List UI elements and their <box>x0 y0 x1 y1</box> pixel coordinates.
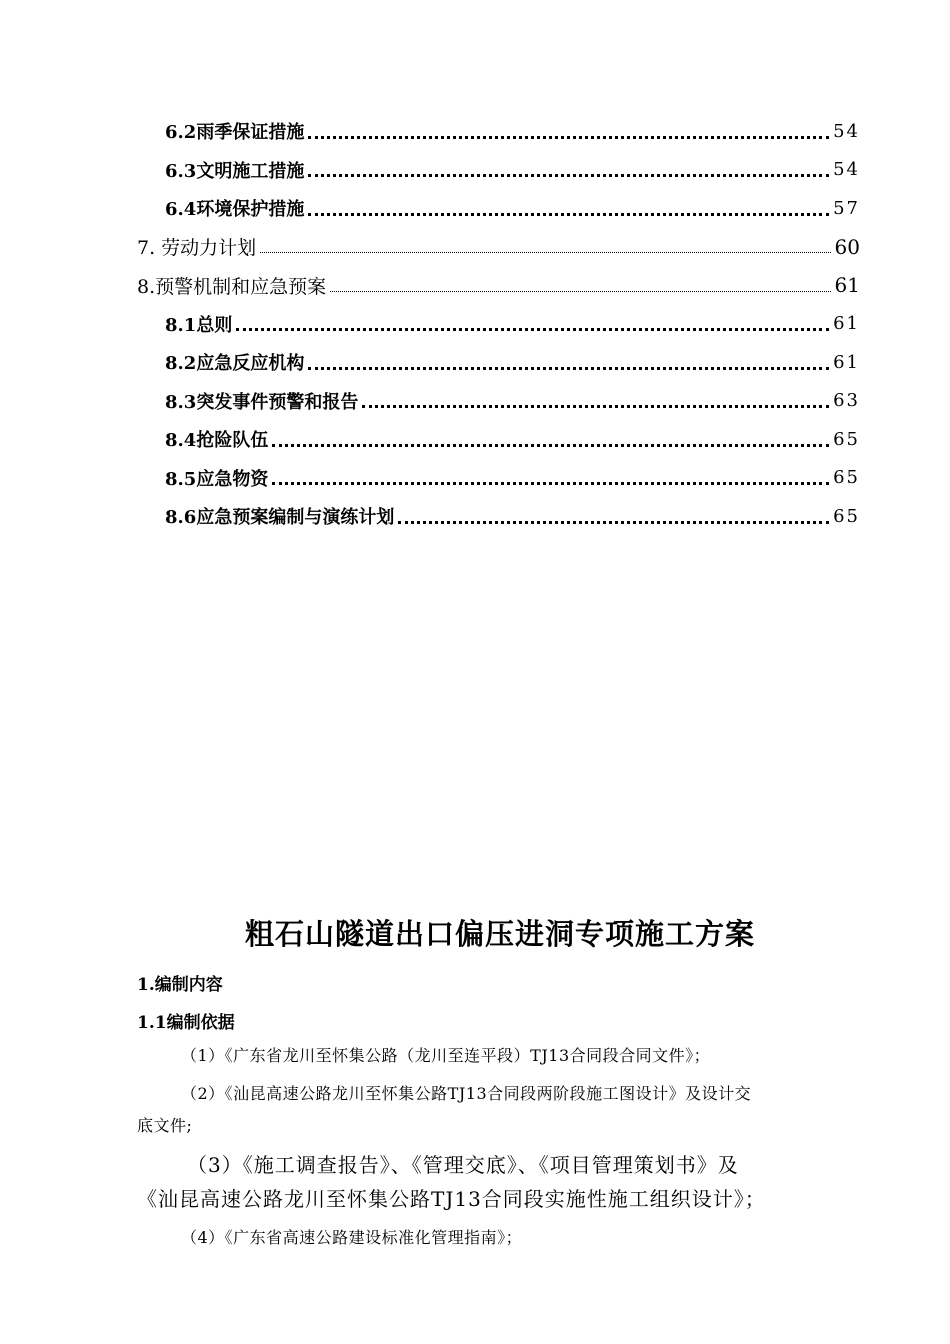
toc-entry-label: 8.3突发事件预警和报告 <box>165 391 359 413</box>
toc-leader <box>272 482 829 485</box>
toc-entry[interactable] <box>165 151 860 190</box>
basis-item-text: （1）《广东省龙川至怀集公路（龙川至连平段）TJ13合同段合同文件》； <box>181 1046 711 1065</box>
basis-item-text: （3）《施工调查报告》、《管理交底》、《项目管理策划书》及 <box>187 1153 739 1177</box>
toc-entry-page: 65 <box>833 467 860 489</box>
toc-entry-label: 6.2雨季保证措施 <box>165 122 305 144</box>
toc-entry[interactable] <box>137 228 860 267</box>
toc-entry-label: 8.6应急预案编制与演练计划 <box>165 507 395 529</box>
basis-item-text: （4）《广东省高速公路建设标准化管理指南》； <box>181 1228 523 1247</box>
basis-item-text-continued: 《汕昆高速公路龙川至怀集公路TJ13合同段实施性施工组织设计》； <box>137 1187 766 1211</box>
toc-leader <box>398 521 829 524</box>
basis-item-text: （2）《汕昆高速公路龙川至怀集公路TJ13合同段两阶段施工图设计》及设计交 <box>181 1084 752 1103</box>
toc-leader <box>362 405 829 408</box>
toc-entry-page: 65 <box>833 505 860 527</box>
subsection-heading: 1.1编制依据 <box>137 1013 235 1033</box>
toc-entry-label: 8.5应急物资 <box>165 468 269 490</box>
toc-leader <box>308 213 829 216</box>
toc-entry[interactable] <box>165 420 860 459</box>
toc-leader <box>236 328 829 331</box>
toc-entry-label: 6.3文明施工措施 <box>165 160 305 182</box>
toc-entry-label: 7. 劳动力计划 <box>137 237 257 260</box>
toc-entry[interactable] <box>165 189 860 228</box>
toc-entry-page: 61 <box>833 313 860 335</box>
toc-entry[interactable] <box>165 112 860 151</box>
basis-item <box>137 1148 849 1216</box>
toc-leader <box>308 367 829 370</box>
toc-entry[interactable] <box>165 459 860 498</box>
toc-entry-page: 54 <box>833 120 860 142</box>
toc-entry[interactable] <box>165 382 860 421</box>
toc-entry-page: 60 <box>834 234 860 259</box>
basis-item <box>137 1078 849 1142</box>
toc-entry-page: 63 <box>833 390 860 412</box>
toc-leader <box>330 291 830 292</box>
toc-entry[interactable] <box>165 343 860 382</box>
toc-entry-label: 8.2应急反应机构 <box>165 353 305 375</box>
toc-entry-page: 65 <box>833 428 860 450</box>
toc-entry-page: 54 <box>833 159 860 181</box>
toc-entry-page: 61 <box>834 273 860 298</box>
toc-leader <box>272 444 829 447</box>
section-heading: 1.编制内容 <box>137 975 223 995</box>
toc-entry[interactable] <box>165 497 860 536</box>
document-title: 粗石山隧道出口偏压进洞专项施工方案 <box>244 917 755 951</box>
toc-entry-page: 61 <box>833 351 860 373</box>
toc-entry-label: 8.1总则 <box>165 314 233 336</box>
toc-leader <box>308 136 829 139</box>
toc-entry-label: 6.4环境保护措施 <box>165 199 305 221</box>
toc-leader <box>308 174 829 177</box>
toc-entry-page: 57 <box>833 197 860 219</box>
toc-entry[interactable] <box>165 305 860 344</box>
table-of-contents <box>0 112 950 536</box>
toc-leader <box>260 252 830 253</box>
toc-entry-label: 8.预警机制和应急预案 <box>137 275 327 298</box>
basis-item-text-continued: 底文件; <box>137 1116 193 1135</box>
basis-item <box>137 1222 893 1254</box>
toc-entry-label: 8.4抢险队伍 <box>165 430 269 452</box>
toc-entry[interactable] <box>137 266 860 305</box>
basis-item <box>137 1040 893 1072</box>
